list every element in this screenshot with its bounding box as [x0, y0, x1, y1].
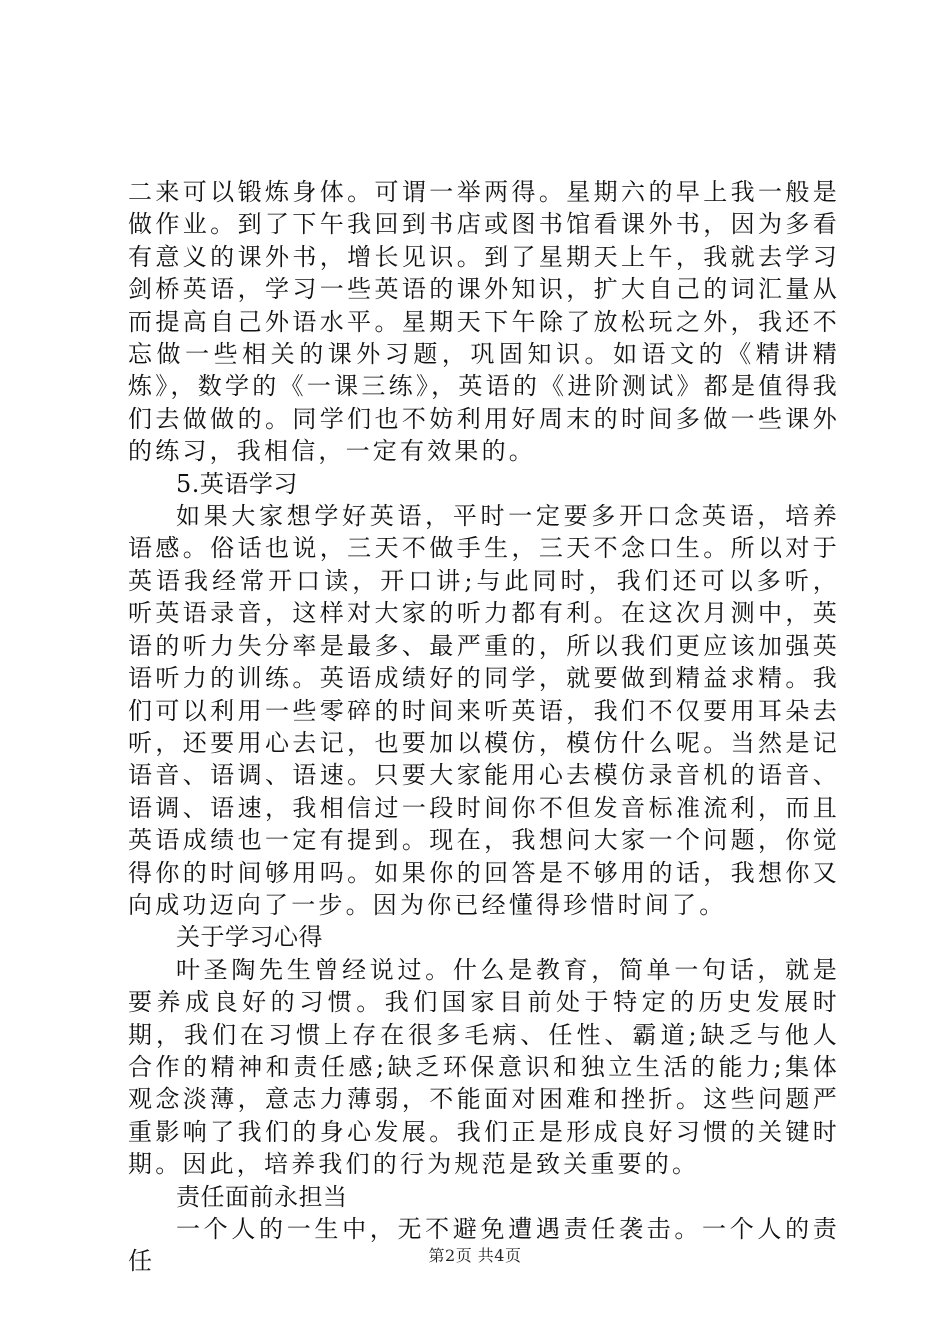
- paragraph-study-reflection: 叶圣陶先生曾经说过。什么是教育，简单一句话，就是要养成良好的习惯。我们国家目前处于特定的历史发展时期，我们在习惯上存在很多毛病、任性、霸道;缺乏与他人合作的精神和责任感;缺乏环保意识和独立生活的能力;集体观念淡薄，意志力薄弱，不能面对困难和挫折。这些问题严重影响了我们的身心发展。我们正是形成良好习惯的关键时期。因此，培养我们的行为规范是致关重要的。: [128, 955, 840, 1179]
- paragraph-weekend-study: 二来可以锻炼身体。可谓一举两得。星期六的早上我一般是做作业。到了下午我回到书店或图书馆看课外书，因为多看有意义的课外书，增长见识。到了星期天上午，我就去学习剑桥英语，学习一些英语的课外知识，扩大自己的词汇量从而提高自己外语水平。星期天下午除了放松玩之外，我还不忘做一些相关的课外习题，巩固知识。如语文的《精讲精炼》，数学的《一课三练》，英语的《进阶测试》都是值得我们去做做的。同学们也不妨利用好周末的时间多做一些课外的练习，我相信，一定有效果的。: [128, 178, 840, 466]
- body-text: [128, 176, 840, 1278]
- heading-responsibility: 责任面前永担当: [176, 1182, 348, 1211]
- page-number-footer: 第2页 共4页: [428, 1246, 522, 1265]
- heading-study-reflection: 关于学习心得: [176, 923, 323, 952]
- paragraph-responsibility: 一个人的一生中，无不避免遭遇责任袭击。一个人的责任: [128, 1215, 840, 1276]
- heading-english-study: 5.英语学习: [176, 469, 298, 498]
- paragraph-english-study: 如果大家想学好英语，平时一定要多开口念英语，培养语感。俗话也说，三天不做手生，三天不念口生。所以对于英语我经常开口读，开口讲;与此同时，我们还可以多听，听英语录音，这样对大家的听力都有利。在这次月测中，英语的听力失分率是最多、最严重的，所以我们更应该加强英语听力的训练。英语成绩好的同学，就要做到精益求精。我们可以利用一些零碎的时间来听英语，我们不仅要用耳朵去听，还要用心去记，也要加以模仿，模仿什么呢。当然是记语音、语调、语速。只要大家能用心去模仿录音机的语音、语调、语速，我相信过一段时间你不但发音标准流利，而且英语成绩也一定有提到。现在，我想问大家一个问题，你觉得你的时间够用吗。如果你的回答是不够用的话，我想你又向成功迈向了一步。因为你已经懂得珍惜时间了。: [128, 502, 840, 919]
